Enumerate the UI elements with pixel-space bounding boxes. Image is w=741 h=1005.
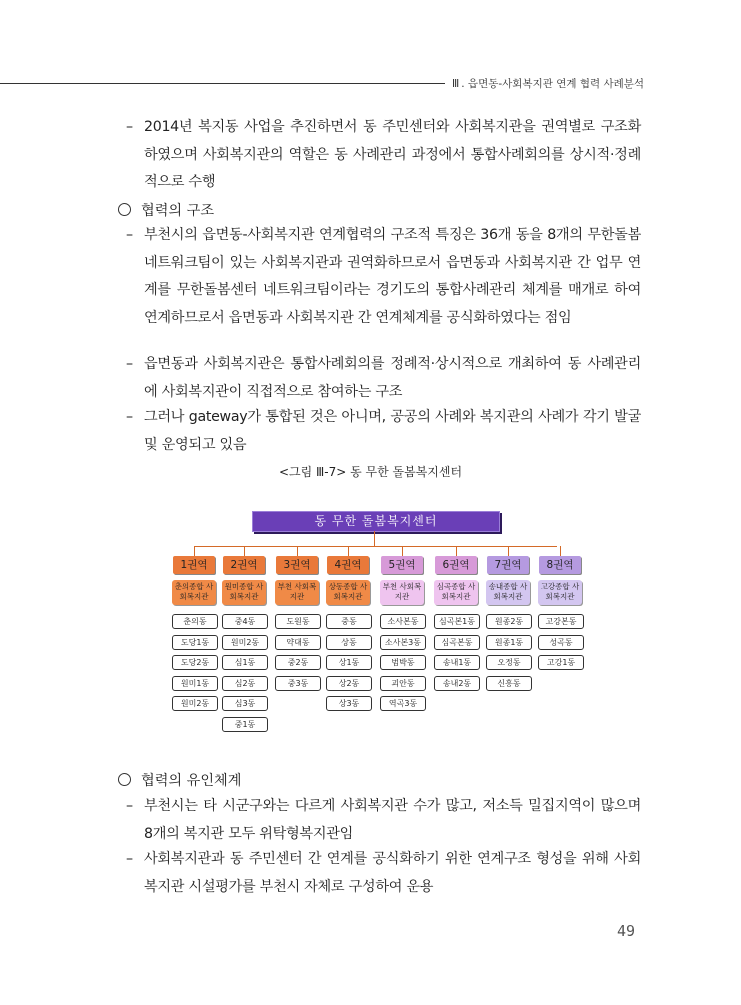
dong-box: 중동 — [326, 614, 372, 629]
section-heading: 협력의 구조 — [118, 201, 214, 221]
connector-drop — [402, 546, 403, 556]
connector-drop — [508, 546, 509, 556]
paragraph-bullet: – 부천시의 읍면동-사회복지관 연계협력의 구조적 특징은 36개 동을 8개의 무한돌봄네트워크팀이 있는 사회복지관과 권역화하므로서 읍면동과 사회복지관 간 업무 연계를 무한돌봄센터 네트워크팀이라는 경기도의 통합사례관리 체계를 매개로 하여 연계하므로서 읍면동과 사회복지관 간 연계체계를 공식화하였다는 점임 — [126, 222, 641, 332]
header-title: . 읍면동-사회복지관 연계 협력 사례분석 — [461, 78, 645, 90]
dong-box: 소사본동 — [380, 614, 426, 629]
dong-box: 고강1동 — [538, 655, 584, 670]
dong-box: 심1동 — [222, 655, 268, 670]
dong-box: 원미2동 — [222, 635, 268, 650]
welfare-center-box: 상동종합 사회복지관 — [326, 580, 370, 605]
dong-box: 심곡본1동 — [434, 614, 480, 629]
connector-drop — [348, 546, 349, 556]
welfare-center-box: 부천 사회복지관 — [380, 580, 424, 605]
dong-box: 괴안동 — [380, 676, 426, 691]
dong-box: 오정동 — [486, 655, 532, 670]
paragraph-text: 읍면동과 사회복지관은 통합사례회의를 정례적·상시적으로 개최하여 동 사례관리에 사회복지관이 직접적으로 참여하는 구조 — [144, 356, 641, 400]
page-number: 49 — [617, 922, 636, 940]
dong-box: 성곡동 — [538, 635, 584, 650]
connector-drop — [297, 546, 298, 556]
dong-box: 중4동 — [222, 614, 268, 629]
connector-drop — [456, 546, 457, 556]
dong-box: 도원동 — [275, 614, 321, 629]
running-header — [452, 76, 644, 91]
region-header: 6권역 — [435, 556, 477, 574]
region-header: 8권역 — [539, 556, 581, 574]
header-rule — [0, 83, 445, 84]
circle-bullet-icon — [118, 773, 131, 786]
region-header: 7권역 — [487, 556, 529, 574]
dong-box: 약대동 — [275, 635, 321, 650]
dong-box: 원종1동 — [486, 635, 532, 650]
dong-box: 심2동 — [222, 676, 268, 691]
connector-line — [195, 546, 557, 547]
dong-box: 상1동 — [326, 655, 372, 670]
paragraph-bullet: – 읍면동과 사회복지관은 통합사례회의를 정례적·상시적으로 개최하여 동 사례관리에 사회복지관이 직접적으로 참여하는 구조 — [126, 351, 641, 406]
paragraph-text: 부천시는 타 시군구와는 다르게 사회복지관 수가 많고, 저소득 밀집지역이 많으며 8개의 복지관 모두 위탁형복지관임 — [144, 798, 641, 842]
welfare-center-box: 고강종합 사회복지관 — [538, 580, 582, 605]
dong-box: 범박동 — [380, 655, 426, 670]
dong-box: 원미1동 — [172, 676, 218, 691]
paragraph-bullet: – 사회복지관과 동 주민센터 간 연계를 공식화하기 위한 연계구조 형성을 위해 사회복지관 시설평가를 부천시 자체로 구성하여 운용 — [126, 846, 641, 901]
dong-box: 도당1동 — [172, 635, 218, 650]
dong-box: 신흥동 — [486, 676, 532, 691]
dong-box: 심곡본동 — [434, 635, 480, 650]
dong-box: 상동 — [326, 635, 372, 650]
circle-bullet-icon — [118, 203, 131, 216]
region-header: 3권역 — [276, 556, 318, 574]
header-roman-numeral: Ⅲ — [452, 78, 460, 90]
figure-caption: <그림 Ⅲ-7> 동 무한 돌봄복지센터 — [278, 465, 463, 479]
connector-drop — [244, 546, 245, 556]
welfare-center-box: 심곡종합 사회복지관 — [434, 580, 478, 605]
paragraph-text: 부천시의 읍면동-사회복지관 연계협력의 구조적 특징은 36개 동을 8개의 무한돌봄네트워크팀이 있는 사회복지관과 권역화하므로서 읍면동과 사회복지관 간 업무 연계를 무한돌봄센터 네트워크팀이라는 경기도의 통합사례관리 체계를 매개로 하여 연계하므로서 읍면동과 사회복지관 간 연계체계를 공식화하였다는 점임 — [144, 227, 641, 326]
welfare-center-box: 부천 사회복지관 — [275, 580, 319, 605]
dong-box: 중1동 — [222, 717, 268, 732]
dong-box: 원종2동 — [486, 614, 532, 629]
dong-box: 상3동 — [326, 696, 372, 711]
welfare-center-box: 송내종합 사회복지관 — [486, 580, 530, 605]
dong-box: 중2동 — [275, 655, 321, 670]
welfare-center-box: 원미종합 사회복지관 — [222, 580, 266, 605]
region-header: 2권역 — [223, 556, 265, 574]
paragraph-text: 사회복지관과 동 주민센터 간 연계를 공식화하기 위한 연계구조 형성을 위해 사회복지관 시설평가를 부천시 자체로 구성하여 운용 — [144, 851, 641, 895]
connector-drop — [560, 546, 561, 556]
section-heading: 협력의 유인체계 — [118, 771, 241, 791]
paragraph-bullet: – 2014년 복지동 사업을 추진하면서 동 주민센터와 사회복지관을 권역별로 구조화하였으며 사회복지관의 역할은 동 사례관리 과정에서 통합사례회의를 상시적·정례적으로 수행 — [126, 114, 641, 197]
dong-box: 원미2동 — [172, 696, 218, 711]
dong-box: 송내1동 — [434, 655, 480, 670]
connector-stem — [374, 531, 375, 547]
dong-box: 상2동 — [326, 676, 372, 691]
region-header: 4권역 — [327, 556, 369, 574]
paragraph-text: 그러나 gateway가 통합된 것은 아니며, 공공의 사례와 복지관의 사례가 각기 발굴 및 운영되고 있음 — [144, 409, 641, 453]
dong-box: 역곡3동 — [380, 696, 426, 711]
dong-box: 고강본동 — [538, 614, 584, 629]
dong-box: 도당2동 — [172, 655, 218, 670]
region-header: 1권역 — [173, 556, 215, 574]
paragraph-bullet: – 부천시는 타 시군구와는 다르게 사회복지관 수가 많고, 저소득 밀집지역이 많으며 8개의 복지관 모두 위탁형복지관임 — [126, 793, 641, 848]
org-chart-title: 동 무한 돌봄복지센터 — [252, 511, 500, 532]
connector-drop — [194, 546, 195, 556]
paragraph-bullet: – 그러나 gateway가 통합된 것은 아니며, 공공의 사례와 복지관의 사례가 각기 발굴 및 운영되고 있음 — [126, 404, 641, 459]
dong-box: 송내2동 — [434, 676, 480, 691]
dong-box: 중3동 — [275, 676, 321, 691]
region-header: 5권역 — [381, 556, 423, 574]
welfare-center-box: 춘의종합 사회복지관 — [172, 580, 216, 605]
paragraph-text: 2014년 복지동 사업을 추진하면서 동 주민센터와 사회복지관을 권역별로 구조화하였으며 사회복지관의 역할은 동 사례관리 과정에서 통합사례회의를 상시적·정례적으로 수행 — [144, 119, 641, 190]
dong-box: 소사본3동 — [380, 635, 426, 650]
dong-box: 심3동 — [222, 696, 268, 711]
dong-box: 춘의동 — [172, 614, 218, 629]
